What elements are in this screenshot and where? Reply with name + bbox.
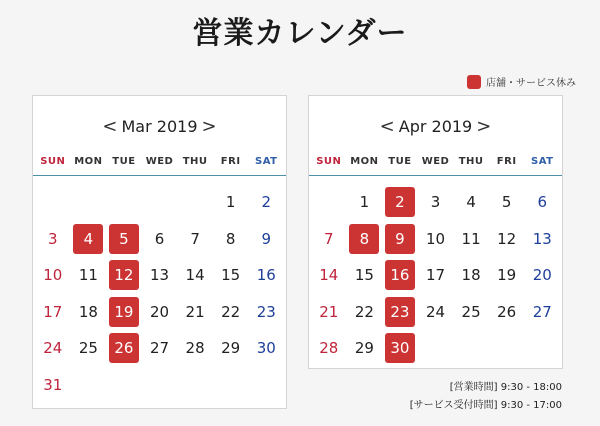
calendar-day-cell <box>106 184 142 221</box>
calendar-day: 13 <box>532 229 552 248</box>
calendar-day: 10 <box>425 229 446 248</box>
calendar-day-cell <box>418 294 454 331</box>
calendar-day-closed: 9 <box>385 224 415 254</box>
calendar-header <box>33 116 286 137</box>
calendar-day: 11 <box>461 229 481 248</box>
calendar-day: 1 <box>225 193 236 212</box>
calendar-day: 27 <box>149 339 170 358</box>
calendar-day-cell <box>524 330 560 367</box>
calendar-day-cell <box>347 257 383 294</box>
calendar-week <box>35 184 284 221</box>
calendar-day-cell <box>382 330 418 367</box>
calendar-day-cell <box>418 257 454 294</box>
calendar-day-cell <box>177 221 213 258</box>
calendar-week <box>35 257 284 294</box>
calendar-day-cell <box>311 330 347 367</box>
closed-day-swatch <box>467 75 481 89</box>
calendar-day-cell <box>177 294 213 331</box>
calendar-day-cell <box>106 257 142 294</box>
calendar-day: 9 <box>261 229 272 248</box>
dow-thu: THU <box>182 156 208 167</box>
calendar-day-cell <box>177 367 213 404</box>
calendar-day <box>456 333 486 363</box>
calendar-day: 12 <box>497 229 517 248</box>
calendar-week <box>35 294 284 331</box>
calendar-day: 26 <box>497 302 517 321</box>
calendar-day: 13 <box>149 266 170 285</box>
calendar-week <box>311 294 560 331</box>
calendar-day-cell <box>418 330 454 367</box>
calendar-day-cell <box>489 294 525 331</box>
calendar-day: 4 <box>466 193 476 212</box>
calendar-day: 24 <box>425 302 446 321</box>
calendar-day-cell <box>489 221 525 258</box>
calendar-day: 17 <box>43 302 63 321</box>
calendar-day-cell <box>489 330 525 367</box>
calendar-day-cell <box>248 330 284 367</box>
dow-tue: TUE <box>388 156 412 167</box>
dow-sat: SAT <box>255 156 278 167</box>
calendar-day-cell <box>106 330 142 367</box>
calendar-day: 15 <box>354 266 374 285</box>
calendar-day: 29 <box>354 339 374 358</box>
calendar-day <box>73 370 103 400</box>
calendar-day <box>38 187 68 217</box>
calendar-day <box>251 370 281 400</box>
calendar-week <box>311 257 560 294</box>
dow-mon: MON <box>350 156 379 167</box>
calendar-day: 20 <box>532 266 552 285</box>
calendar-day-cell <box>35 330 71 367</box>
legend <box>467 74 576 89</box>
calendar-day: 20 <box>149 302 170 321</box>
calendar-day: 7 <box>190 229 200 248</box>
calendar-day-cell <box>453 184 489 221</box>
dow-sun: SUN <box>40 156 66 167</box>
calendar-day-cell <box>35 257 71 294</box>
dow-sun: SUN <box>316 156 342 167</box>
calendar-day-cell <box>418 184 454 221</box>
calendar-day-cell <box>213 257 249 294</box>
calendar-day-cell <box>35 221 71 258</box>
calendar-day-cell <box>71 330 107 367</box>
calendar-day-cell <box>71 257 107 294</box>
calendar-day <box>109 187 139 217</box>
calendar-day-cell <box>524 294 560 331</box>
next-month-arrow-icon[interactable]: > <box>476 116 492 137</box>
calendar-day: 7 <box>324 229 334 248</box>
calendar-day: 19 <box>497 266 517 285</box>
calendar-day: 8 <box>225 229 236 248</box>
calendar-day <box>145 370 175 400</box>
calendar-day-cell <box>35 294 71 331</box>
calendar-day: 17 <box>425 266 446 285</box>
calendar-day-cell <box>106 294 142 331</box>
calendar-day-closed: 8 <box>349 224 379 254</box>
calendar-day <box>180 187 210 217</box>
calendar-day <box>314 187 344 217</box>
calendar-day-cell <box>347 221 383 258</box>
calendar-day: 5 <box>501 193 512 212</box>
calendar-day-cell <box>489 184 525 221</box>
calendar-day-cell <box>213 221 249 258</box>
service-hours: [サービス受付時間] 9:30 - 17:00 <box>409 400 562 411</box>
calendar-day-cell <box>453 221 489 258</box>
calendar-day-cell <box>311 184 347 221</box>
calendar-day-cell <box>142 330 178 367</box>
calendar-day: 3 <box>48 229 58 248</box>
calendar-day-cell <box>35 367 71 404</box>
calendar-day-cell <box>248 221 284 258</box>
calendar-day-cell <box>106 221 142 258</box>
calendar-day: 14 <box>185 266 205 285</box>
calendar-day: 21 <box>185 302 205 321</box>
calendar-day-closed: 30 <box>385 333 415 363</box>
calendar-day-cell <box>453 294 489 331</box>
calendar-day-cell <box>106 367 142 404</box>
calendar-day-cell <box>177 184 213 221</box>
calendar-day <box>492 333 522 363</box>
calendar-day: 11 <box>78 266 98 285</box>
calendar-day: 10 <box>43 266 63 285</box>
calendar-day: 22 <box>354 302 374 321</box>
business-hours: [営業時間] 9:30 - 18:00 <box>449 382 562 393</box>
calendar-day: 15 <box>221 266 241 285</box>
calendar-day-cell <box>382 221 418 258</box>
calendar-week <box>311 221 560 258</box>
calendar-day <box>216 370 246 400</box>
calendar-day: 14 <box>319 266 339 285</box>
calendar-day-closed: 12 <box>109 260 139 290</box>
calendar-day-closed: 5 <box>109 224 139 254</box>
calendar-day-cell <box>213 330 249 367</box>
calendar-day-cell <box>213 367 249 404</box>
calendar-day-cell <box>142 221 178 258</box>
calendar-day-closed: 4 <box>73 224 103 254</box>
calendar-day: 23 <box>256 302 276 321</box>
next-month-arrow-icon[interactable]: > <box>201 116 217 137</box>
calendar-day-cell <box>347 184 383 221</box>
calendar-day: 21 <box>319 302 339 321</box>
prev-month-arrow-icon[interactable]: < <box>379 116 395 137</box>
calendar-week <box>311 184 560 221</box>
calendar-day-cell <box>142 294 178 331</box>
calendar-day-cell <box>213 184 249 221</box>
calendar-day-cell <box>142 184 178 221</box>
calendar-day: 24 <box>43 339 63 358</box>
day-grid <box>33 184 286 403</box>
calendar-day-closed: 26 <box>109 333 139 363</box>
calendar-day-cell <box>142 257 178 294</box>
legend-label: 店舗・サービス休み <box>486 78 576 89</box>
calendar-day <box>180 370 210 400</box>
calendar-day: 1 <box>359 193 370 212</box>
day-of-week-header <box>309 156 562 176</box>
calendar-day-cell <box>311 221 347 258</box>
calendar-day-cell <box>177 257 213 294</box>
calendar-day-cell <box>524 184 560 221</box>
calendar-header <box>309 116 562 137</box>
calendar-day <box>527 333 557 363</box>
calendar-day-cell <box>311 294 347 331</box>
calendar-week <box>35 330 284 367</box>
month-label: Apr 2019 <box>398 117 473 136</box>
calendar-day-cell <box>347 294 383 331</box>
calendar-day-closed: 23 <box>385 297 415 327</box>
calendar-day <box>145 187 175 217</box>
calendar-day-cell <box>248 257 284 294</box>
calendar-day: 30 <box>256 339 276 358</box>
calendar-day: 3 <box>430 193 441 212</box>
calendar-day-cell <box>382 184 418 221</box>
calendar-day-cell <box>177 330 213 367</box>
page-title: 営業カレンダー <box>192 16 408 51</box>
calendar-day-cell <box>382 257 418 294</box>
calendar-day-cell <box>71 221 107 258</box>
dow-sat: SAT <box>531 156 554 167</box>
calendar-day-cell <box>142 367 178 404</box>
calendar-day: 28 <box>319 339 339 358</box>
dow-thu: THU <box>458 156 484 167</box>
calendar-day: 16 <box>256 266 276 285</box>
calendar-day: 18 <box>78 302 98 321</box>
dow-mon: MON <box>74 156 103 167</box>
calendar-day-cell <box>489 257 525 294</box>
month-label: Mar 2019 <box>121 117 198 136</box>
calendar-day <box>421 333 451 363</box>
calendar-day: 6 <box>154 229 165 248</box>
calendar-day: 2 <box>261 193 272 212</box>
dow-fri: FRI <box>220 156 241 167</box>
calendar-day: 28 <box>185 339 205 358</box>
calendar-day-closed: 16 <box>385 260 415 290</box>
day-grid <box>309 184 562 367</box>
calendar-march <box>32 95 287 409</box>
calendar-day-cell <box>71 294 107 331</box>
calendar-day-cell <box>347 330 383 367</box>
calendar-day: 18 <box>461 266 481 285</box>
calendar-day: 29 <box>221 339 241 358</box>
calendar-day-cell <box>248 184 284 221</box>
calendar-day: 6 <box>537 193 548 212</box>
calendar-week <box>35 367 284 404</box>
calendar-day-cell <box>453 257 489 294</box>
calendar-day: 25 <box>461 302 481 321</box>
dow-tue: TUE <box>112 156 136 167</box>
day-of-week-header <box>33 156 286 176</box>
dow-wed: WED <box>421 156 450 167</box>
calendar-day-cell <box>453 330 489 367</box>
calendar-day-cell <box>248 294 284 331</box>
calendar-day-cell <box>311 257 347 294</box>
calendar-day <box>109 370 139 400</box>
calendar-april <box>308 95 563 369</box>
calendar-day: 25 <box>78 339 98 358</box>
dow-wed: WED <box>145 156 174 167</box>
calendar-day: 31 <box>43 375 63 394</box>
calendar-day-cell <box>418 221 454 258</box>
calendar-day: 22 <box>221 302 241 321</box>
calendar-day-cell <box>71 367 107 404</box>
calendar-day-cell <box>382 294 418 331</box>
calendar-day-cell <box>524 221 560 258</box>
calendar-day-cell <box>35 184 71 221</box>
calendar-week <box>35 221 284 258</box>
calendar-day-cell <box>248 367 284 404</box>
calendar-week <box>311 330 560 367</box>
calendar-day <box>73 187 103 217</box>
calendar-day-cell <box>71 184 107 221</box>
calendar-day: 27 <box>532 302 552 321</box>
prev-month-arrow-icon[interactable]: < <box>102 116 118 137</box>
calendar-day-closed: 19 <box>109 297 139 327</box>
dow-fri: FRI <box>496 156 517 167</box>
calendar-day-cell <box>524 257 560 294</box>
calendar-day-closed: 2 <box>385 187 415 217</box>
calendar-day-cell <box>213 294 249 331</box>
